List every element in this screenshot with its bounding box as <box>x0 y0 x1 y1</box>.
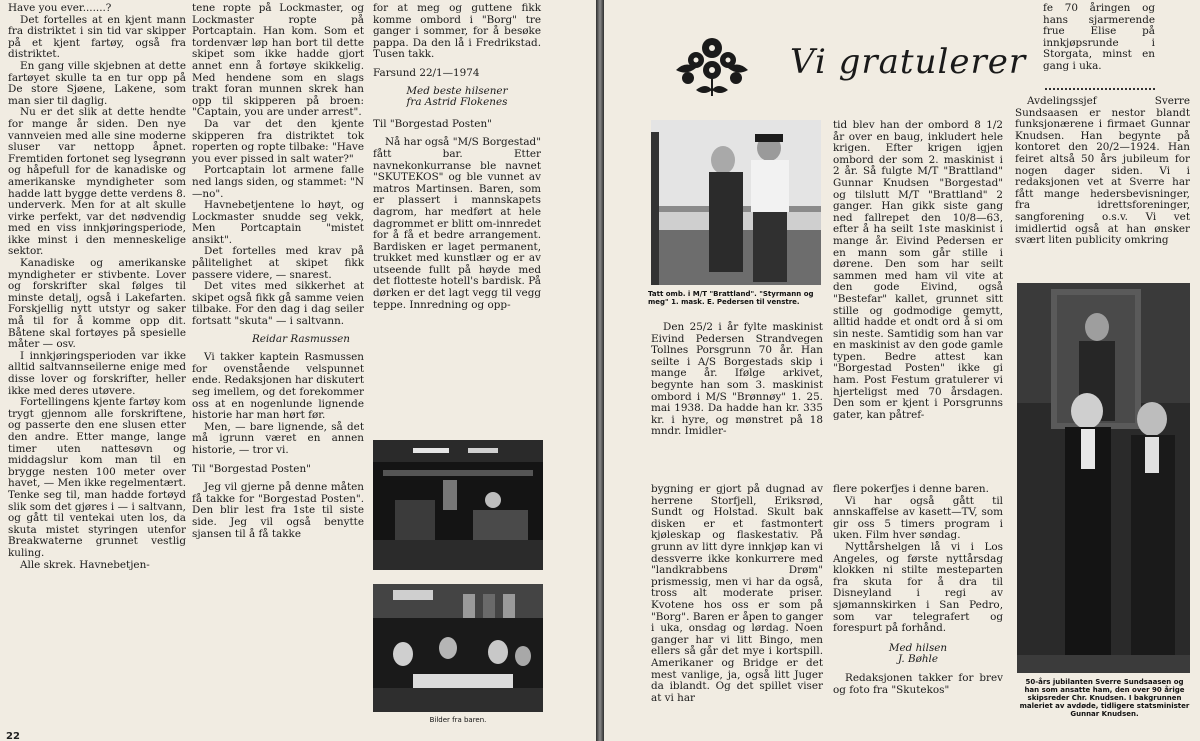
paragraph: Nu er det slik at dette hendte for mange år siden. Den nye vannveien med alle sine moderne sluser var nettopp åpnet. Fremtiden fortonet seg lysegrønn og håpefull for de kanadiske og amerikanske myndigheter som hadde latt bygge dette verdens 8. underverk. Men for at alt skulle virke perfekt, var det nødvendig med en viss innkjøringsperiode, ikke minst i den menneskelige sektor. <box>8 106 186 258</box>
closing-greeting: Med hilsen <box>888 641 948 654</box>
paragraph: Vi takker kaptein Rasmussen for ovenstående velspunnet ende. Redaksjonen har diskutert seg imellem, og det forekommer oss at en nogenlunde lignende historie har man hørt før. <box>192 351 364 422</box>
page-gutter <box>596 0 604 741</box>
paragraph: Det vites med sikkerhet at skipet også fikk gå samme veien tilbake. For den dag i dag seiler fortsatt "skuta" — i saltvann. <box>192 280 364 328</box>
paragraph: Det fortelles med krav på pålitelighet at skipet fikk passere videre, — snarest. <box>192 245 364 281</box>
paragraph: Avdelingssjef Sverre Sundsaasen er nestor blandt funksjonærene i firmaet Gunnar Knudsen. Han begynte på kontoret den 20/2—1924. Han feiret altså 50 års jubileum for nogen dager siden. Vi i redaksjonen vet at Sverre har fått mange hedersbevisninger, fra idrettsforeninger, sangforening o.s.v. Vi vet imidlertid også at han ønsker svært liten publicity omkring <box>1015 95 1190 247</box>
article-heading: Have you ever.......? <box>8 2 112 14</box>
paragraph: I innkjøringsperioden var ikke alltid saltvannseilerne enige med disse lover og forskrifter, heller ikke med deres utøvere. <box>8 349 186 397</box>
paragraph: Vi har også gått til annskaffelse av kasett—TV, som gir oss 5 timers program i uken. Film hver søndag. <box>833 494 1003 542</box>
paragraph: Havnebetjentene lo høyt, og Lockmaster snudde seg vekk, Men Portcaptain "mistet ansikt". <box>192 199 364 246</box>
flower-ornament-icon <box>666 30 758 100</box>
paragraph: Kanadiske og amerikanske myndigheter er stivbente. Lover og forskrifter skal følges til minste detalj, også i Lakefarten. Forskjellig nytt utstyr og saker må til for å komme opp dit. Båtene skal fortøyes på spesielle måter — osv. <box>8 257 186 351</box>
article-column-3 <box>373 3 541 311</box>
paragraph: for at meg og guttene fikk komme ombord i "Borg" tre ganger i sommer, for å besøke pappa. Da den lå i Fredrikstad. Tusen takk. <box>373 2 541 61</box>
column-a <box>651 322 823 438</box>
paragraph: Fortellingens kjente fartøy kom trygt gjennom alle forskriftene, og passerte den ene slusen etter den andre. Etter mange, lange timer uten nattesøvn og middagslur kom man til en brygge nesten 100 meter over havet, — Men ikke regelmentært. Tenke seg til, man hadde fortøyd slik som det gjøres i — i saltvann, og gått til ventekai uten los, da skuta mistet styringen utenfor Breakwaterne grunnet vestlig kuling. <box>8 396 186 559</box>
paragraph: Men, — bare lignende, så det må igrunn været en annen historie, — tror vi. <box>192 420 364 456</box>
paragraph: tene ropte på Lockmaster, og Lockmaster ropte på Portcaptain. Han kom. Som et tordenvær løp han bort til dette skipet som ikke hadde gjort annet enn å fortøye skikkelig. Med hendene som en slags trakt foran munnen skrek han opp til skipperen på broen: "Captain, you are under arrest". <box>192 2 364 119</box>
column-e-top <box>1043 3 1155 73</box>
paragraph: Nå har også "M/S Borgestad" fått bar. Etter navnekonkurranse ble navnet "SKUTEKOS" og ble vunnet av matros Martinsen. Baren, som er plassert i mannskapets dagrom, har medført at hele dagrommet er blitt om-innredet for å få et bedre arrangement. Bardisken er laget permanent, trukket med kunstlær og er av utseende fullt på høyde med det flotteste hotell's bardisk. På dørken er det lagt vegg til vegg teppe. Innredning og opp- <box>373 136 541 311</box>
dotted-divider <box>1045 88 1155 90</box>
sender-name: J. Bøhle <box>897 653 939 666</box>
letter-heading: Til "Borgestad Posten" <box>192 462 311 475</box>
paragraph: Jeg vil gjerne på denne måten få takke for "Borgestad Posten". Den blir lest fra 1ste til siste side. Jeg vil også benytte sjansen til å få takke <box>192 481 364 540</box>
jubilee-photo-caption: 50-års jubilanten Sverre Sundsaasen og han som ansatte ham, den over 90 årige skipsreder Chr. Knudsen. I bakgrunnen maleriet av avdøde, tidligere statsminister Gunnar Knudsen. <box>1019 678 1190 718</box>
author-signature: Reidar Rasmussen <box>251 332 350 345</box>
ship-crew-photo-caption: Tatt omb. i M/T "Brattland". "Styrmann og meg" 1. mask. E. Pedersen til venstre. <box>648 290 814 306</box>
letter-closing: Med beste hilsener <box>406 84 508 97</box>
paragraph: Redaksjonen takker for brev og foto fra "Skutekos" <box>833 671 1003 696</box>
column-b <box>833 120 1003 421</box>
paragraph: flere pokerfjes i denne baren. <box>833 483 989 495</box>
bar-photo-caption: Bilder fra baren. <box>429 716 487 724</box>
paragraph: Portcaptain lot armene falle ned langs siden, og stammet: "N—no". <box>192 164 364 200</box>
bar-photo-1 <box>373 440 543 570</box>
letter-dateline: Farsund 22/1—1974 <box>373 66 480 79</box>
bar-photo-2 <box>373 584 543 712</box>
column-c <box>651 484 823 704</box>
letter-heading: Til "Borgestad Posten" <box>373 117 492 130</box>
column-e <box>1015 96 1190 247</box>
page-number: 22 <box>6 731 20 741</box>
paragraph: Den 25/2 i år fylte maskinist Eivind Pedersen Strandvegen Tollnes Porsgrunn 70 år. Han seilte i A/S Borgestads skip i mange år. Ifølge arkivet, begynte han som 3. maskinist ombord i M/S "Brønnøy" 1. 25. mai 1938. Da hadde han kr. 335 kr. i hyre, og mønstret på 18 mndr. Imidler- <box>651 321 823 438</box>
paragraph: tid blev han der ombord 8 1/2 år over en baug, inkludert hele krigen. Efter krigen igjen ombord der som 2. maskinist i 2 år. Så fulgte M/T "Brattland" Gunnar Knudsen "Borgestad" og tilslutt M/T "Brattland" 2 ganger. Han gikk siste gang ned fallrepet den 10/8—63, efter å ha seilt 1ste maskinist i mange år. Eivind Pedersen er en mann som går stille i dørene. Den som har seilt sammen med ham vil vite at den gode Eivind, også "Bestefar" kallet, grunnet sitt stille og godmodige gemytt, alltid hadde et ondt ord å si om sin neste. Samtidig som han var en maskinist av den gode gamle typen. Bedre attest kan "Borgestad Posten" ikke gi ham. Post Festum gratulerer vi hjerteligst med 70 årsdagen. Den som er kjent i Porsgrunns gater, kan påtref- <box>833 119 1003 421</box>
paragraph: Alle skrek. Havnebetjen- <box>20 558 150 571</box>
paragraph: fe 70 åringen og hans sjarmerende frue Elise på innkjøpsrunde i Storgata, minst en gang i uka. <box>1043 2 1155 72</box>
paragraph: Det fortelles at en kjent mann fra distriktet i sin tid var skipper på et kjent fartøy, også fra distriktet. <box>8 13 186 61</box>
paragraph: bygning er gjort på dugnad av herrene Storfjell, Eriksrød, Sundt og Holstad. Skult bak disken er et fastmontert kjøleskap og flaskestativ. På grunn av litt dyre innkjøp kan vi dessverre ikke konkurrere med "landkrabbens Drøm" prismessig, men vi har da også, tross alt moderate priser. Kvotene hos oss er som på "Borg". Baren er åpen to ganger i uka, onsdag og lørdag. Noen ganger har vi litt Bingo, men ellers så går det mye i kortspill. Amerikaner og Bridge er det mest vanlige, ja, også litt Juger da iblandt. Og det spillet viser at vi har <box>651 483 823 704</box>
page-title: Vi gratulerer <box>790 42 1027 82</box>
letter-sender: fra Astrid Flokenes <box>406 96 508 109</box>
article-column-2 <box>192 3 364 540</box>
column-d <box>833 484 1003 696</box>
paragraph: Nyttårshelgen lå vi i Los Angeles, og første nyttårsdag klokken ni stilte mesteparten fra skuta for å dra til Disneyland i regi av sjømannskirken i San Pedro, som var telegrafert og forespurt på forhånd. <box>833 540 1003 635</box>
jubilee-photo <box>1017 283 1190 673</box>
paragraph: En gang ville skjebnen at dette fartøyet skulle ta en tur opp på De store Sjøene, Lakene, som man sier til daglig. <box>8 59 186 107</box>
ship-crew-photo <box>651 120 821 285</box>
article-column-1 <box>8 3 186 571</box>
paragraph: Da var det den kjente skipperen fra distriktet tok roperten og ropte tilbake: "Have you ever pissed in salt water?" <box>192 117 364 165</box>
left-page <box>0 0 596 741</box>
